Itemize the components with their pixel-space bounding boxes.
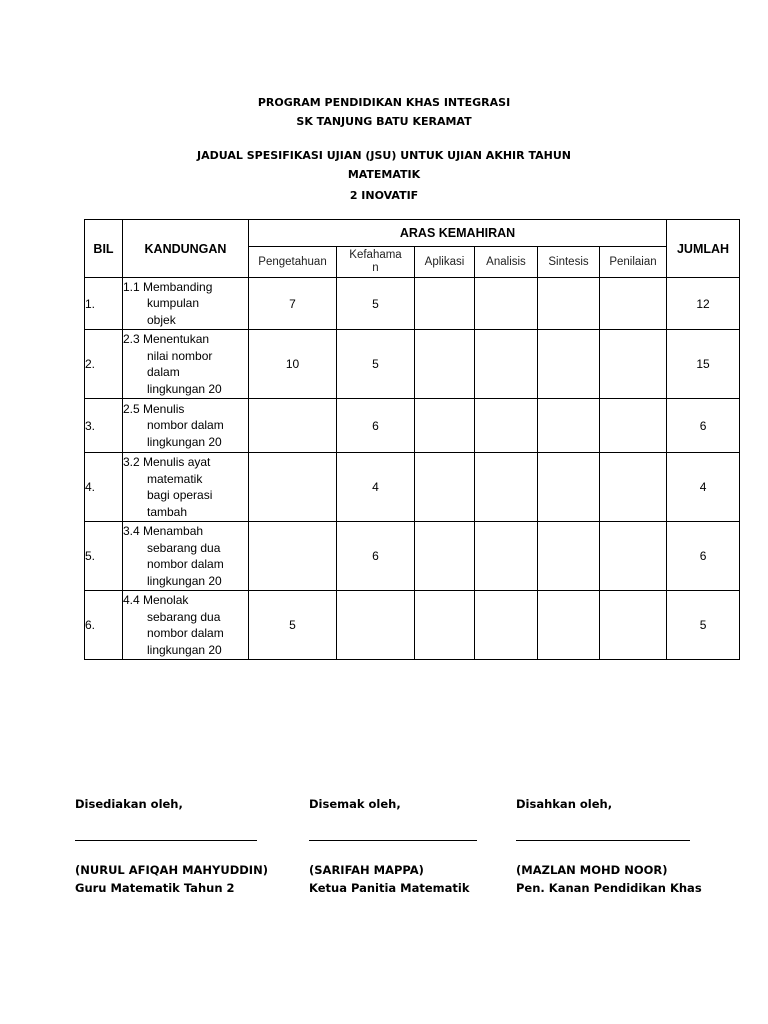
header-level-1: Kefahama n — [337, 247, 415, 278]
cell-level-2 — [415, 453, 475, 522]
cell-level-1: 5 — [337, 330, 415, 399]
kandungan-detail: matematik bagi operasi tambah — [147, 471, 213, 519]
row-bil: 1. — [85, 278, 123, 330]
header-level-3: Analisis — [475, 247, 538, 278]
signature-label: Disahkan oleh, — [516, 797, 613, 811]
cell-level-1: 5 — [337, 278, 415, 330]
cell-level-5 — [600, 453, 667, 522]
cell-level-3 — [475, 591, 538, 660]
table-row — [85, 330, 740, 399]
cell-level-4 — [538, 522, 600, 591]
cell-level-0 — [249, 522, 337, 591]
kandungan-detail: nilai nombor dalam lingkungan 20 — [147, 348, 222, 396]
cell-level-5 — [600, 522, 667, 591]
header-level-2: Aplikasi — [415, 247, 475, 278]
cell-level-3 — [475, 522, 538, 591]
cell-level-3 — [475, 453, 538, 522]
cell-level-4 — [538, 453, 600, 522]
jsu-title: JADUAL SPESIFIKASI UJIAN (JSU) UNTUK UJIAN AKHIR TAHUN — [197, 149, 571, 162]
cell-level-5 — [600, 591, 667, 660]
cell-jumlah: 6 — [667, 399, 740, 453]
table-row — [85, 453, 740, 522]
kandungan-topic: 3.2 Menulis ayat — [123, 455, 211, 469]
row-kandungan — [123, 522, 249, 591]
class-title: 2 INOVATIF — [349, 189, 419, 202]
signature-line — [516, 828, 690, 841]
row-bil: 3. — [85, 399, 123, 453]
header-bil: BIL — [85, 220, 123, 278]
program-title: PROGRAM PENDIDIKAN KHAS INTEGRASI — [257, 96, 511, 109]
cell-level-2 — [415, 330, 475, 399]
cell-level-0: 7 — [249, 278, 337, 330]
cell-level-4 — [538, 330, 600, 399]
row-bil: 6. — [85, 591, 123, 660]
cell-level-5 — [600, 399, 667, 453]
table-row — [85, 278, 740, 330]
jsu-table — [84, 219, 740, 660]
cell-level-0: 10 — [249, 330, 337, 399]
kandungan-detail: nombor dalam lingkungan 20 — [147, 418, 224, 449]
row-bil: 2. — [85, 330, 123, 399]
table-row — [85, 591, 740, 660]
cell-level-1: 4 — [337, 453, 415, 522]
row-kandungan — [123, 278, 249, 330]
row-bil: 5. — [85, 522, 123, 591]
row-kandungan — [123, 399, 249, 453]
header-aras-kemahiran: ARAS KEMAHIRAN — [249, 220, 667, 247]
cell-jumlah: 15 — [667, 330, 740, 399]
subject-title: MATEMATIK — [347, 168, 421, 181]
cell-level-3 — [475, 278, 538, 330]
cell-jumlah: 4 — [667, 453, 740, 522]
kandungan-topic: 4.4 Menolak — [123, 593, 189, 607]
signatory-name: (SARIFAH MAPPA) — [309, 863, 424, 877]
cell-jumlah: 12 — [667, 278, 740, 330]
signatory-role: Ketua Panitia Matematik — [309, 881, 470, 895]
cell-level-4 — [538, 399, 600, 453]
cell-jumlah: 5 — [667, 591, 740, 660]
table-row — [85, 522, 740, 591]
kandungan-topic: 2.3 Menentukan — [123, 332, 210, 346]
cell-level-5 — [600, 278, 667, 330]
cell-level-2 — [415, 399, 475, 453]
cell-level-2 — [415, 522, 475, 591]
cell-level-2 — [415, 278, 475, 330]
table-row — [85, 399, 740, 453]
signatory-name: (NURUL AFIQAH MAHYUDDIN) — [75, 863, 268, 877]
kandungan-detail: kumpulan objek — [147, 296, 200, 327]
row-bil: 4. — [85, 453, 123, 522]
signature-line — [309, 828, 477, 841]
kandungan-detail: sebarang dua nombor dalam lingkungan 20 — [147, 609, 224, 657]
header-level-0: Pengetahuan — [249, 247, 337, 278]
signatory-role: Pen. Kanan Pendidikan Khas — [516, 881, 702, 895]
header-kandungan: KANDUNGAN — [123, 220, 249, 278]
header-level-5: Penilaian — [600, 247, 667, 278]
cell-level-5 — [600, 330, 667, 399]
cell-level-1: 6 — [337, 522, 415, 591]
kandungan-detail: sebarang dua nombor dalam lingkungan 20 — [147, 540, 224, 588]
kandungan-topic: 1.1 Membanding — [123, 279, 213, 294]
cell-level-1 — [337, 591, 415, 660]
header-level-4: Sintesis — [538, 247, 600, 278]
signature-line — [75, 828, 257, 841]
kandungan-topic: 3.4 Menambah — [123, 524, 204, 538]
row-kandungan — [123, 591, 249, 660]
cell-level-0 — [249, 453, 337, 522]
cell-level-2 — [415, 591, 475, 660]
cell-level-3 — [475, 399, 538, 453]
row-kandungan — [123, 453, 249, 522]
cell-level-4 — [538, 591, 600, 660]
row-kandungan — [123, 330, 249, 399]
header-jumlah: JUMLAH — [667, 220, 740, 278]
kandungan-topic: 2.5 Menulis — [123, 401, 185, 416]
cell-level-3 — [475, 330, 538, 399]
signature-label: Disediakan oleh, — [75, 797, 183, 811]
signatory-name: (MAZLAN MOHD NOOR) — [516, 863, 668, 877]
cell-level-1: 6 — [337, 399, 415, 453]
school-name: SK TANJUNG BATU KERAMAT — [296, 115, 472, 128]
signatory-role: Guru Matematik Tahun 2 — [75, 881, 235, 895]
cell-level-0 — [249, 399, 337, 453]
cell-jumlah: 6 — [667, 522, 740, 591]
cell-level-0: 5 — [249, 591, 337, 660]
signature-label: Disemak oleh, — [309, 797, 401, 811]
cell-level-4 — [538, 278, 600, 330]
